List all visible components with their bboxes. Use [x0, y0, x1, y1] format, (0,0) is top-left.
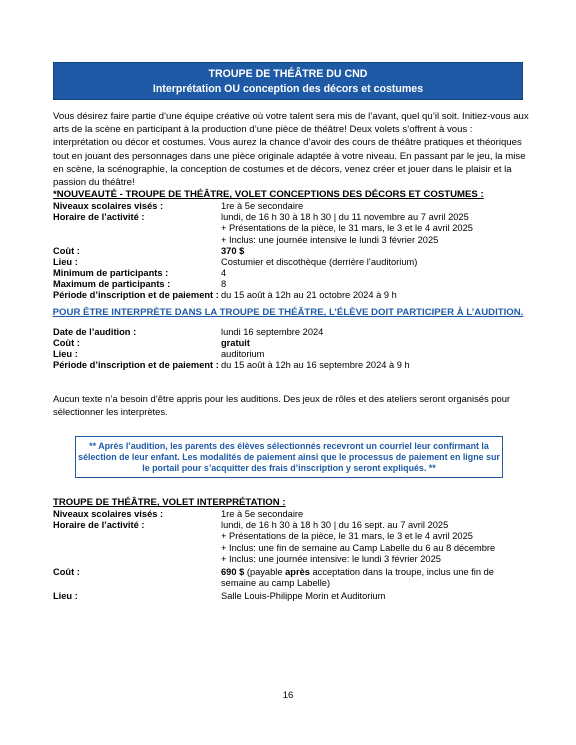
- section2-title: TROUPE DE THÉÂTRE, VOLET INTERPRÉTATION :: [53, 497, 286, 508]
- levels-label: Niveaux scolaires visés :: [53, 201, 164, 211]
- schedule-line: + Présentations de la pièce, le 31 mars, le 3 et le 4 avril 2025: [221, 223, 473, 234]
- audition-date-value: lundi 16 septembre 2024: [221, 327, 324, 337]
- selection-notice-box: ** Après l’audition, les parents des élèves sélectionnés recevront un courriel leur confirmant la sélection de leur enfant. Les modalités de paiement ainsi que le processus de paiement en ligne sur le portail pour s’acquitter des frais d’inscription y seront expliqués. **: [75, 436, 503, 478]
- schedule-label: Horaire de l’activité :: [53, 520, 145, 530]
- audition-cost-value: gratuit: [221, 338, 250, 348]
- cost-label: Coût :: [53, 246, 80, 256]
- cost-value: [221, 567, 521, 590]
- cost-value: 370 $: [221, 246, 245, 256]
- audition-place-value: auditorium: [221, 349, 265, 359]
- banner-title: TROUPE DE THÉÂTRE DU CND: [208, 68, 368, 80]
- place-label: Lieu :: [53, 257, 78, 267]
- min-label: Minimum de participants :: [53, 268, 169, 278]
- banner-subtitle: Interprétation OU conception des décors et costumes: [152, 83, 424, 95]
- place-value: Salle Louis-Philippe Morin et Auditorium: [221, 591, 386, 601]
- audition-requirement-link[interactable]: POUR ÊTRE INTERPRÈTE DANS LA TROUPE DE THÉÂTRE, L’ÉLÈVE DOIT PARTICIPER À L’AUDITION.: [52, 307, 524, 318]
- max-label: Maximum de participants :: [53, 279, 171, 289]
- cost-text: acceptation dans la troupe, inclus une fin de semaine au camp Labelle): [221, 567, 494, 589]
- schedule-line: lundi, de 16 h 30 à 18 h 30 | du 11 novembre au 7 avril 2025: [221, 212, 469, 222]
- audition-cost-label: Coût :: [53, 338, 80, 348]
- schedule-line: + Inclus: une journée intensive: le lundi 3 février 2025: [221, 554, 441, 565]
- schedule-line: + Inclus: une journée intensive le lundi 3 février 2025: [221, 234, 439, 245]
- audition-period-label: Période d’inscription et de paiement :: [53, 360, 219, 370]
- levels-value: 1re à 5e secondaire: [221, 509, 304, 519]
- cost-amount: 690 $: [221, 567, 245, 577]
- schedule-label: Horaire de l’activité :: [53, 212, 145, 222]
- max-value: 8: [221, 279, 227, 289]
- audition-paragraph: Aucun texte n’a besoin d’être appris pour les auditions. Des jeux de rôles et des ateliers seront organisés pour sélectionner les interprètes.: [53, 393, 511, 417]
- schedule-line: + Inclus: une fin de semaine au Camp Labelle du 6 au 8 décembre: [221, 542, 496, 553]
- min-value: 4: [221, 268, 227, 278]
- page-number: 16: [282, 690, 294, 701]
- cost-label: Coût :: [53, 567, 80, 577]
- audition-date-label: Date de l’audition :: [53, 327, 137, 337]
- period-label: Période d’inscription et de paiement :: [53, 290, 219, 300]
- cost-emphasis: après: [285, 567, 310, 577]
- period-value: du 15 août à 12h au 21 octobre 2024 à 9 h: [221, 290, 397, 300]
- levels-value: 1re à 5e secondaire: [221, 201, 304, 211]
- section1-title: *NOUVEAUTÉ - TROUPE DE THÉÂTRE, VOLET CONCEPTIONS DES DÉCORS ET COSTUMES :: [53, 189, 484, 200]
- place-label: Lieu :: [53, 591, 78, 601]
- intro-paragraph: Vous désirez faire partie d’une équipe créative où votre talent sera mis de l’avant, quel qu’il soit. Initiez-vous aux arts de la scène en participant à la production d’une pièce de théâtre! Deux volets s’offrent à vous : interprétation ou décor et costumes. Vous aurez la chance d’avoir des cours de théâtre pratiques et théoriques tout en jouant des personnages dans une pièce originale adaptée à votre niveau. En passant par le jeu, la mise en scène, la scénographie, la conception de costumes et de décors, venez créer et jouer dans le plaisir et la passion du théâtre!: [53, 111, 529, 189]
- schedule-line: lundi, de 16 h 30 à 18 h 30 | du 16 sept. au 7 avril 2025: [221, 520, 449, 530]
- cost-text: (payable: [244, 567, 286, 577]
- levels-label: Niveaux scolaires visés :: [53, 509, 164, 519]
- place-value: Costumier et discothèque (derrière l’auditorium): [221, 257, 418, 267]
- audition-place-label: Lieu :: [53, 349, 78, 359]
- audition-period-value: du 15 août à 12h au 16 septembre 2024 à 9 h: [221, 360, 410, 370]
- schedule-line: + Présentations de la pièce, le 31 mars, le 3 et le 4 avril 2025: [221, 531, 473, 542]
- title-banner: [53, 62, 523, 100]
